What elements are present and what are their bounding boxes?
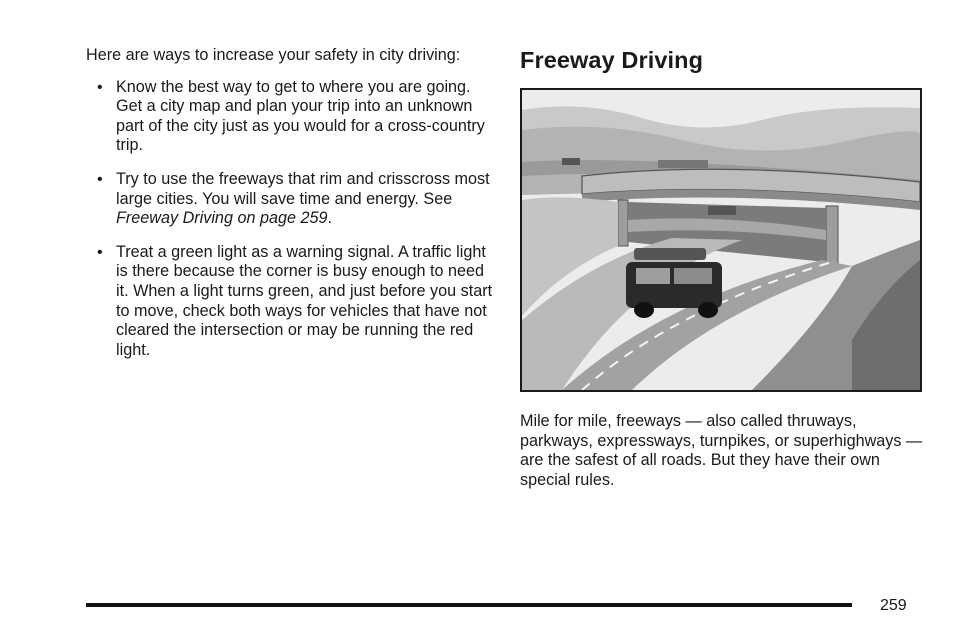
- section-heading: Freeway Driving: [520, 47, 704, 73]
- right-column: [520, 46, 924, 490]
- intro-paragraph: Here are ways to increase your safety in city driving:: [86, 46, 461, 64]
- list-item-text-end: .: [327, 209, 332, 228]
- list-item: [86, 170, 496, 229]
- freeway-illustration: [520, 88, 922, 392]
- list-item: [86, 243, 496, 361]
- bullet-icon: •: [97, 243, 103, 261]
- list-item-text: Know the best way to get to where you are going. Get a city map and plan your trip into an unknown part of the city just as you would for a cross-country trip.: [116, 77, 485, 155]
- page-number: 259: [880, 597, 907, 614]
- list-item-text: Treat a green light as a warning signal. A traffic light is there because the corner is busy enough to need it. When a light turns green, and just before you start to move, check both ways for vehicles that have not cleared the intersection or may be running the red light.: [116, 242, 493, 359]
- list-item-text: Try to use the freeways that rim and crisscross most large cities. You will save time and energy. See: [116, 169, 490, 208]
- footer-rule: [86, 603, 852, 607]
- freeway-paragraph: Mile for mile, freeways — also called thruways, parkways, expressways, turnpikes, or superhighways — are the safest of all roads. But they have their own special rules.: [520, 412, 923, 489]
- freeway-scene-icon: [522, 90, 920, 390]
- safety-tips-list: [86, 78, 496, 361]
- left-column: [86, 46, 496, 374]
- bullet-icon: •: [97, 170, 103, 188]
- cross-reference-link[interactable]: Freeway Driving on page 259: [116, 209, 328, 228]
- list-item: [86, 78, 496, 156]
- bullet-icon: •: [97, 78, 103, 96]
